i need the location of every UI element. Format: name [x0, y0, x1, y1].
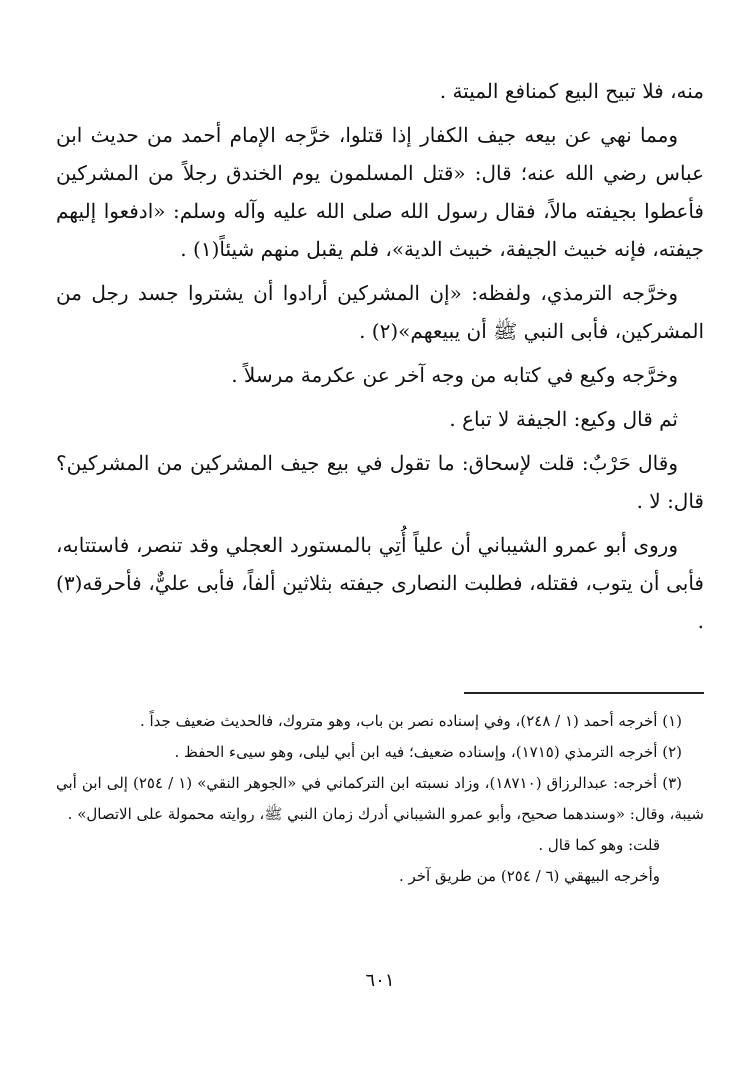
footnote: (٣) أخرجه: عبدالرزاق (١٨٧١٠)، وزاد نسبته ابن التركماني في «الجوهر النقي» (١ / ٢٥٤) إلى ابن أبي شيبة، وقال: «وسندهما صحيح، وأبو عمرو الشيباني أدرك زمان النبي ﷺ، روايته محمولة على الاتصال» .: [56, 774, 704, 823]
footnote-divider: [464, 692, 704, 694]
body-paragraph: منه، فلا تبيح البيع كمنافع الميتة .: [439, 79, 704, 103]
body-paragraph: وروى أبو عمرو الشيباني أن علياً أُتِي بالمستورد العجلي وقد تنصر، فاستتابه، فأبى أن يتوب، فقتله، فطلبت النصارى جيفته بثلاثين ألفاً، فأبى عليٌّ، فأحرقه(٣) .: [56, 533, 704, 633]
body-paragraph: ثم قال وكيع: الجيفة لا تباع .: [449, 407, 678, 431]
footnote-subline: قلت: وهو كما قال .: [538, 836, 660, 854]
main-text: [56, 72, 704, 640]
footnote: (٢) أخرجه الترمذي (١٧١٥)، وإسناده ضعيف؛ فيه ابن أبي ليلى، وهو سيىء الحفظ .: [174, 743, 682, 761]
footnote: (١) أخرجه أحمد (١ / ٢٤٨)، وفي إسناده نصر بن باب، وهو متروك، فالحديث ضعيف جداً .: [139, 712, 682, 730]
body-paragraph: وقال حَرْبٌ: قلت لإسحاق: ما تقول في بيع جيف المشركين من المشركين؟ قال: لا .: [56, 451, 704, 513]
document-page: [56, 72, 704, 1052]
body-paragraph: وخرَّجه وكيع في كتابه من وجه آخر عن عكرمة مرسلاً .: [231, 363, 678, 387]
body-paragraph: وخرَّجه الترمذي، ولفظه: «إن المشركين أرادوا أن يشتروا جسد رجل من المشركين، فأبى النبي ﷺ أن يبيعهم»(٢) .: [56, 281, 704, 343]
body-paragraph: ومما نهي عن بيعه جيف الكفار إذا قتلوا، خرَّجه الإمام أحمد من حديث ابن عباس رضي الله عنه؛ قال: «قتل المسلمون يوم الخندق رجلاً من المشركين فأعطوا بجيفته مالاً، فقال رسول الله صلى الله عليه وآله وسلم: «ادفعوا إليهم جيفته، فإنه خبيث الجيفة، خبيث الدية»، فلم يقبل منهم شيئاً(١) .: [56, 123, 704, 261]
footnote-subline: وأخرجه البيهقي (٦ / ٢٥٤) من طريق آخر .: [398, 867, 660, 885]
footnotes: [56, 706, 704, 892]
page-number: ٦٠١: [365, 970, 395, 991]
